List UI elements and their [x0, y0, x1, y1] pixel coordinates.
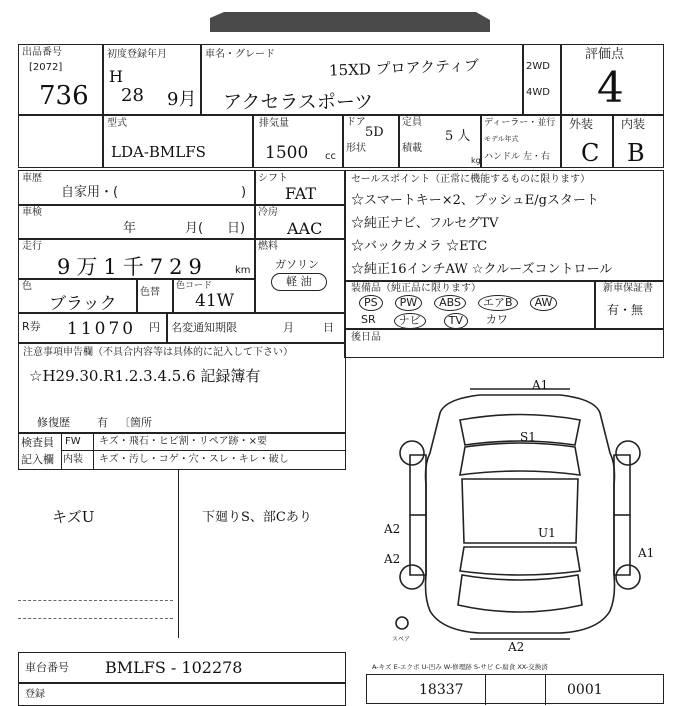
sales-point-3: ☆バックカメラ ☆ETC — [351, 239, 488, 254]
door-value: 5D — [365, 125, 384, 140]
footer-count-value: 0001 — [567, 682, 603, 698]
mileage-label: 走行 — [22, 241, 42, 252]
equip-ps: PS — [359, 295, 383, 311]
drive-4wd: 4WD — [526, 87, 550, 98]
color-label: 色 — [22, 281, 32, 292]
interior-score: B — [627, 139, 645, 167]
equip-navi: ナビ — [394, 313, 426, 329]
color-cell — [18, 278, 138, 314]
inspection-cell — [18, 204, 256, 240]
cc-unit: cc — [325, 151, 336, 162]
seats-label: 定員 — [402, 117, 422, 128]
equipment-row-1 — [359, 295, 557, 311]
history-cell — [18, 170, 256, 206]
lot-sub: [2072] — [29, 62, 63, 73]
ac-label: 冷房 — [258, 207, 278, 218]
damage-mark-right: A1 — [638, 546, 655, 560]
remarks-line-1 — [18, 600, 173, 601]
equip-pw: PW — [395, 295, 423, 311]
header-strip — [210, 12, 490, 32]
remarks-left: キズU — [52, 508, 95, 526]
shift-cell — [254, 170, 346, 206]
damage-mark-rear: A2 — [508, 640, 525, 654]
recycle-cell — [18, 312, 168, 344]
km-unit: km — [235, 265, 251, 276]
reg-date-cell — [102, 44, 202, 116]
notes-value: ☆H29.30.R1.2.3.4.5.6 記録簿有 — [29, 367, 261, 385]
lot-lower-cell — [18, 114, 104, 168]
footer-bottom-cell — [18, 682, 346, 706]
notes-cell — [18, 342, 346, 434]
sales-point-4: ☆純正16インチAW ☆クルーズコントロール — [351, 262, 613, 277]
exterior-label: 外装 — [569, 117, 594, 131]
drive-cell — [522, 44, 562, 116]
lot-cell — [18, 44, 104, 116]
recycle-value: 11070 — [67, 319, 137, 339]
name-change-day: 日 — [323, 321, 334, 334]
inspector-label: 検査員 — [21, 436, 54, 449]
mileage-cell — [18, 238, 256, 280]
type-cell — [102, 114, 254, 168]
repair-place: 〔箇所 — [119, 416, 152, 429]
score-cell — [560, 44, 664, 116]
fw-items: キズ・飛石・ヒビ割・リペア跡・×要 — [99, 436, 267, 447]
seats-cell — [398, 114, 482, 168]
car-diagram — [370, 375, 670, 655]
entry-label: 記入欄 — [21, 453, 54, 466]
model-label: 車名・グレード — [205, 49, 275, 60]
warranty-cell — [594, 280, 664, 330]
reg-label: 初度登録年月 — [107, 49, 167, 60]
reg-month: 9月 — [167, 89, 197, 110]
reg-era: H — [109, 67, 123, 86]
ac-value: AAC — [287, 219, 323, 238]
score-label: 評価点 — [585, 47, 625, 62]
inspection-label: 車検 — [22, 207, 42, 218]
shift-value: FAT — [285, 184, 317, 203]
inspector-cell — [18, 432, 346, 470]
dealer-cell — [480, 114, 562, 168]
repair-value: 有 — [97, 416, 108, 429]
name-change-month: 月 — [283, 321, 294, 334]
repair-label: 修復歴 — [37, 416, 70, 429]
footer-mileage-value: 18337 — [419, 682, 464, 698]
damage-mark-front: A1 — [532, 378, 549, 392]
in-label: 内装 — [63, 454, 83, 465]
in-items: キズ・汚し・コゲ・穴・スレ・キレ・破し — [99, 454, 289, 465]
damage-mark-roof: S1 — [520, 430, 536, 444]
cargo-label: 積載 — [402, 143, 422, 154]
exterior-cell — [560, 114, 614, 168]
warranty-value: 有・無 — [607, 303, 644, 317]
color-no-label: 色替 — [140, 287, 160, 298]
color-no-cell — [136, 278, 174, 314]
drive-2wd: 2WD — [526, 61, 550, 72]
remarks-line-2 — [18, 618, 173, 619]
cc-cell — [252, 114, 344, 168]
lot-label: 出品番号 — [22, 47, 62, 58]
cc-label: 排気量 — [259, 118, 289, 129]
remarks-right: 下廻りS、部Cあり — [202, 510, 312, 525]
yen-unit: 円 — [149, 321, 160, 334]
seats-value: 5 人 — [445, 129, 471, 144]
ac-cell — [254, 204, 346, 240]
cc-value: 1500 — [265, 143, 309, 163]
fw-label: FW — [65, 436, 81, 447]
mileage-value: 9万1千729 — [57, 255, 208, 279]
handle-label: ハンドル 左・右 — [484, 152, 550, 162]
reg-year: 28 — [121, 85, 144, 106]
chassis-value: BMLFS - 102278 — [105, 658, 243, 677]
fuel-label: 燃料 — [258, 241, 278, 252]
rear-items-cell — [344, 328, 664, 358]
color-code-cell — [172, 278, 256, 314]
chassis-label: 車台番号 — [25, 661, 69, 674]
equipment-cell — [344, 280, 596, 330]
model-year-label: モデル年式 — [484, 135, 519, 143]
inspection-month: 月( — [185, 221, 204, 236]
lot-number: 736 — [39, 81, 89, 111]
sales-points-label: セールスポイント（正常に機能するものに限ります） — [351, 174, 591, 185]
exterior-score: C — [581, 139, 600, 167]
inspection-close: 日) — [227, 221, 246, 236]
fuel-light: 軽 油 — [271, 273, 327, 291]
model-value: アクセラスポーツ — [223, 91, 374, 113]
color-code-label: 色コード — [176, 281, 213, 291]
door-cell — [342, 114, 400, 168]
equip-aw: AW — [530, 295, 558, 311]
recycle-label: R券 — [22, 320, 41, 333]
equip-tv: TV — [444, 313, 468, 329]
equip-leather: カワ — [485, 313, 508, 326]
door-label: ドア — [346, 117, 366, 128]
chassis-cell — [18, 652, 346, 684]
remarks-divider — [178, 470, 179, 638]
footer-bottom-label: 登録 — [25, 689, 45, 700]
shift-label: シフト — [258, 173, 288, 184]
color-value: ブラック — [49, 294, 117, 314]
name-change-cell — [166, 312, 346, 344]
damage-mark-left-1: A2 — [384, 522, 401, 536]
sales-point-1: ☆スマートキー×2、プッシュE/gスタート — [351, 193, 599, 208]
warranty-label: 新車保証書 — [603, 283, 653, 294]
shape-label: 形状 — [346, 143, 366, 154]
history-value: 自家用・( — [61, 185, 119, 200]
fuel-cell — [254, 238, 346, 314]
equipment-row-2 — [361, 313, 508, 329]
fuel-petrol: ガソリン — [275, 258, 319, 271]
color-code-value: 41W — [195, 291, 235, 311]
damage-legend: A-キズ E-エクボ U-凹み W-修理跡 S-サビ C-腐食 XX-交換済 — [372, 663, 548, 671]
spare-label: スペア — [392, 636, 411, 643]
sales-point-2: ☆純正ナビ、フルセグTV — [351, 216, 499, 231]
sales-points-cell — [344, 170, 664, 282]
damage-mark-rear-window: U1 — [538, 526, 556, 540]
name-change-label: 名変通知期限 — [171, 321, 237, 334]
dealer-label: ディーラー・並行 — [484, 118, 556, 128]
interior-label: 内装 — [621, 117, 646, 131]
damage-mark-left-2: A2 — [384, 552, 401, 566]
kg-unit: kg — [471, 156, 481, 165]
rear-items-label: 後日品 — [351, 332, 381, 343]
score-value: 4 — [597, 63, 624, 112]
notes-label: 注意事項申告欄（不具合内容等は具体的に記入して下さい） — [23, 347, 293, 358]
type-label: 型式 — [107, 118, 127, 129]
inspection-year: 年 — [123, 221, 137, 236]
equipment-label: 装備品（純正品に限ります） — [351, 283, 481, 294]
interior-cell — [612, 114, 664, 168]
grade-value: 15XD プロアクティブ — [328, 56, 480, 80]
equip-abs: ABS — [434, 295, 466, 311]
history-label: 車歴 — [22, 173, 42, 184]
history-close: ) — [241, 185, 247, 200]
equip-sr: SR — [361, 313, 376, 326]
type-value: LDA-BMLFS — [111, 143, 206, 161]
equip-airbag: エアB — [478, 295, 518, 311]
model-cell — [200, 44, 524, 116]
